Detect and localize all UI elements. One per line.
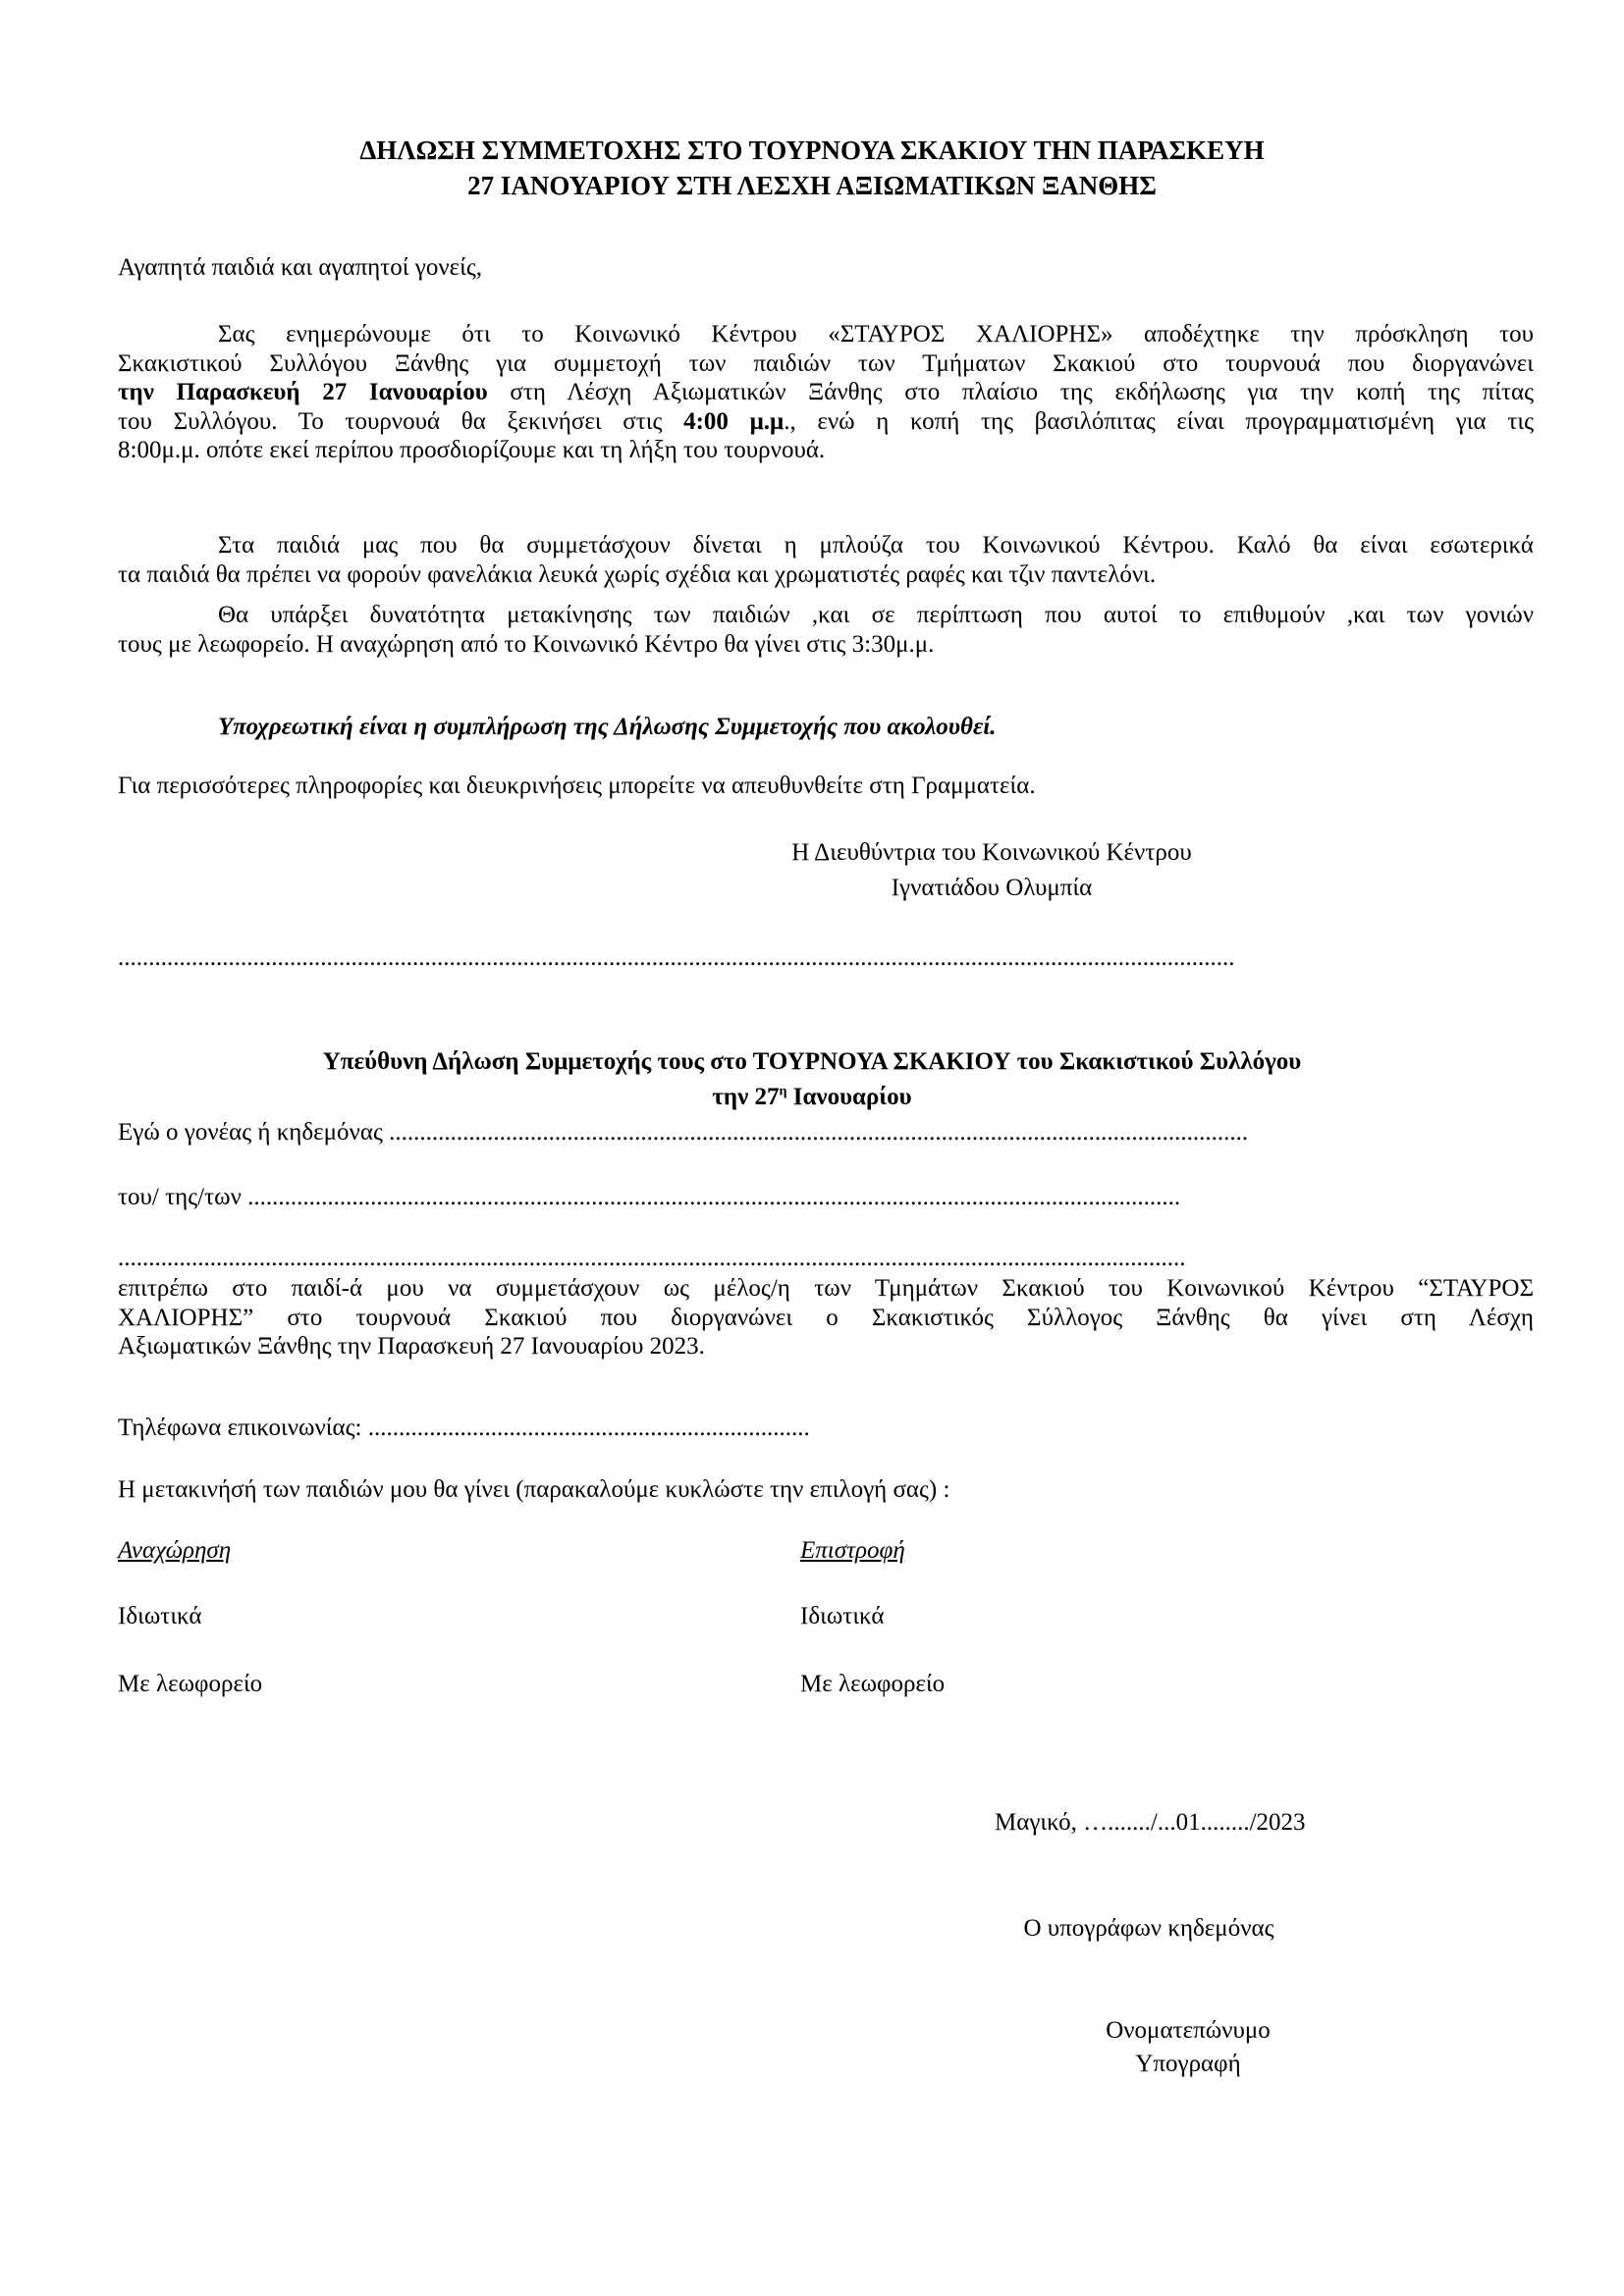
- greeting: Αγαπητά παιδιά και αγαπητοί γονείς,: [118, 254, 483, 281]
- form-heading-month: Ιανουαρίου: [786, 1084, 912, 1110]
- continuation-input-dots[interactable]: ..............................................................................................................................................................................: [118, 1245, 1186, 1271]
- consent-line-2: ΧΑΛΙΟΡΗΣ” στο τουρνουά Σκακιού που διοργανώνει ο Σκακιστικός Σύλλογος Ξάνθης θα γίνει στη Λέσχη: [118, 1304, 1534, 1331]
- paragraph-invitation-line-3-rest: στη Λέσχη Αξιωματικών Ξάνθης στο πλαίσιο της εκδήλωσης για την κοπή της πίτας: [487, 379, 1534, 405]
- paragraph-clothing: [118, 531, 1534, 589]
- phone-field[interactable]: [118, 1414, 810, 1443]
- phone-input-dots[interactable]: ........................................................................: [367, 1415, 810, 1441]
- transport-prompt: Η μετακινήσή των παιδιών μου θα γίνει (παρακαλούμε κυκλώστε την επιλογή σας) :: [118, 1476, 950, 1503]
- child-input-dots[interactable]: ........................................................................................................................................................: [247, 1184, 1181, 1210]
- consent-line-1: επιτρέπω στο παιδί-ά μου να συμμετάσχουν ως μέλος/η των Τμημάτων Σκακιού του Κοινωνικού Κέντρου “ΣΤΑΥΡΟΣ: [118, 1275, 1534, 1302]
- return-option-bus[interactable]: Με λεωφορείο: [800, 1671, 946, 1697]
- form-heading-date-suffix: η: [779, 1084, 787, 1099]
- event-date-emphasis: την Παρασκευή 27 Ιανουαρίου: [118, 379, 488, 405]
- paragraph-clothing-line-1: Στα παιδιά μας που θα συμμετάσχουν δίνεται η μπλούζα του Κοινωνικού Κέντρου. Καλό θα είναι εσωτερικά: [218, 532, 1534, 559]
- consent-line-3: Αξιωματικών Ξάνθης την Παρασκευή 27 Ιανουαρίου 2023.: [118, 1333, 705, 1360]
- child-field-continuation[interactable]: [118, 1244, 1455, 1273]
- start-time-emphasis: 4:00 μ.μ: [683, 407, 785, 435]
- guardian-input-dots[interactable]: ............................................................................................................................................: [389, 1119, 1249, 1146]
- cut-separator-dots: ......................................................................................................................................................................................: [118, 944, 1235, 971]
- cut-separator-line: [118, 943, 1512, 973]
- return-option-private[interactable]: Ιδιωτικά: [800, 1603, 885, 1629]
- director-role: Η Διευθύντρια του Κοινωνικού Κέντρου: [791, 839, 1192, 866]
- paragraph-invitation-line-1: Σας ενημερώνουμε ότι το Κοινωνικό Κέντρου «ΣΤΑΥΡΟΣ ΧΑΛΙΟΡΗΣ» αποδέχτηκε την πρόσκληση του: [218, 321, 1534, 347]
- child-field[interactable]: [118, 1183, 1463, 1212]
- guardian-field[interactable]: [118, 1118, 1463, 1148]
- fullname-label: Ονοματεπώνυμο: [1106, 2017, 1271, 2044]
- form-heading-line-1: Υπεύθυνη Δήλωση Συμμετοχής τους στο ΤΟΥΡΝΟΥΑ ΣΚΑΚΙΟΥ του Σκακιστικού Συλλόγου: [322, 1048, 1302, 1075]
- paragraph-invitation-line-4-start: του Συλλόγου. Το τουρνουά θα ξεκινήσει στις: [118, 407, 684, 435]
- paragraph-transport-line-2: τους με λεωφορείο. Η αναχώρηση από το Κοινωνικό Κέντρο θα γίνει στις 3:30μ.μ.: [118, 630, 935, 658]
- guardian-label: Εγώ ο γονέας ή κηδεμόνας: [118, 1119, 390, 1146]
- mandatory-notice: Υποχρεωτική είναι η συμπλήρωση της Δήλωσης Συμμετοχής που ακολουθεί.: [218, 714, 997, 740]
- child-label: του/ της/των: [118, 1184, 248, 1210]
- document-title-line-2: 27 ΙΑΝΟΥΑΡΙΟΥ ΣΤΗ ΛΕΣΧΗ ΑΞΙΩΜΑΤΙΚΩΝ ΞΑΝΘΗΣ: [467, 171, 1157, 200]
- paragraph-transport: [118, 601, 1534, 659]
- director-name: Ιγνατιάδου Ολυμπία: [891, 875, 1093, 901]
- paragraph-invitation: [118, 320, 1534, 465]
- paragraph-transport-line-1: Θα υπάρξει δυνατότητα μετακίνησης των παιδιών ,και σε περίπτωση που αυτοί το επιθυμούν ,και των γονιών: [218, 602, 1534, 628]
- form-heading-date: την 27: [712, 1084, 780, 1110]
- departure-heading: Αναχώρηση: [118, 1537, 232, 1564]
- return-heading: Επιστροφή: [800, 1537, 905, 1564]
- phone-label: Τηλέφωνα επικοινωνίας:: [118, 1415, 368, 1441]
- document-title-line-1: ΔΗΛΩΣΗ ΣΥΜΜΕΤΟΧΗΣ ΣΤΟ ΤΟΥΡΝΟΥΑ ΣΚΑΚΙΟΥ ΤΗΝ ΠΑΡΑΣΚΕΥΗ: [359, 135, 1265, 165]
- departure-option-bus[interactable]: Με λεωφορείο: [118, 1671, 263, 1697]
- paragraph-invitation-line-3: [118, 378, 1534, 407]
- departure-option-private[interactable]: Ιδιωτικά: [118, 1603, 202, 1629]
- paragraph-invitation-line-2: Σκακιστικού Συλλόγου Ξάνθης για συμμετοχή των παιδιών των Τμήματων Σκακιού στο τουρνουά που διοργανώνει: [118, 349, 1534, 377]
- consent-paragraph: [118, 1274, 1534, 1362]
- guardian-signer-label: Ο υπογράφων κηδεμόνας: [1023, 1915, 1274, 1942]
- paragraph-invitation-line-4: [118, 407, 1534, 437]
- form-heading-line-2: [0, 1083, 1624, 1112]
- date-place-line[interactable]: Μαγικό, …......./...01......../2023: [995, 1809, 1306, 1836]
- paragraph-invitation-line-5: 8:00μ.μ. οπότε εκεί περίπου προσδιορίζουμε και τη λήξη του τουρνουά.: [118, 437, 826, 463]
- signature-label: Υπογραφή: [1135, 2051, 1241, 2077]
- paragraph-clothing-line-2: τα παιδιά θα πρέπει να φορούν φανελάκια λευκά χωρίς σχέδια και χρωματιστές ραφές και τζιν παντελόνι.: [118, 561, 1157, 588]
- info-line: Για περισσότερες πληροφορίες και διευκρινήσεις μπορείτε να απευθυνθείτε στη Γραμματεία.: [118, 773, 1036, 799]
- paragraph-invitation-line-4-end: ., ενώ η κοπή της βασιλόπιτας είναι προγραμματισμένη για τις: [784, 407, 1534, 435]
